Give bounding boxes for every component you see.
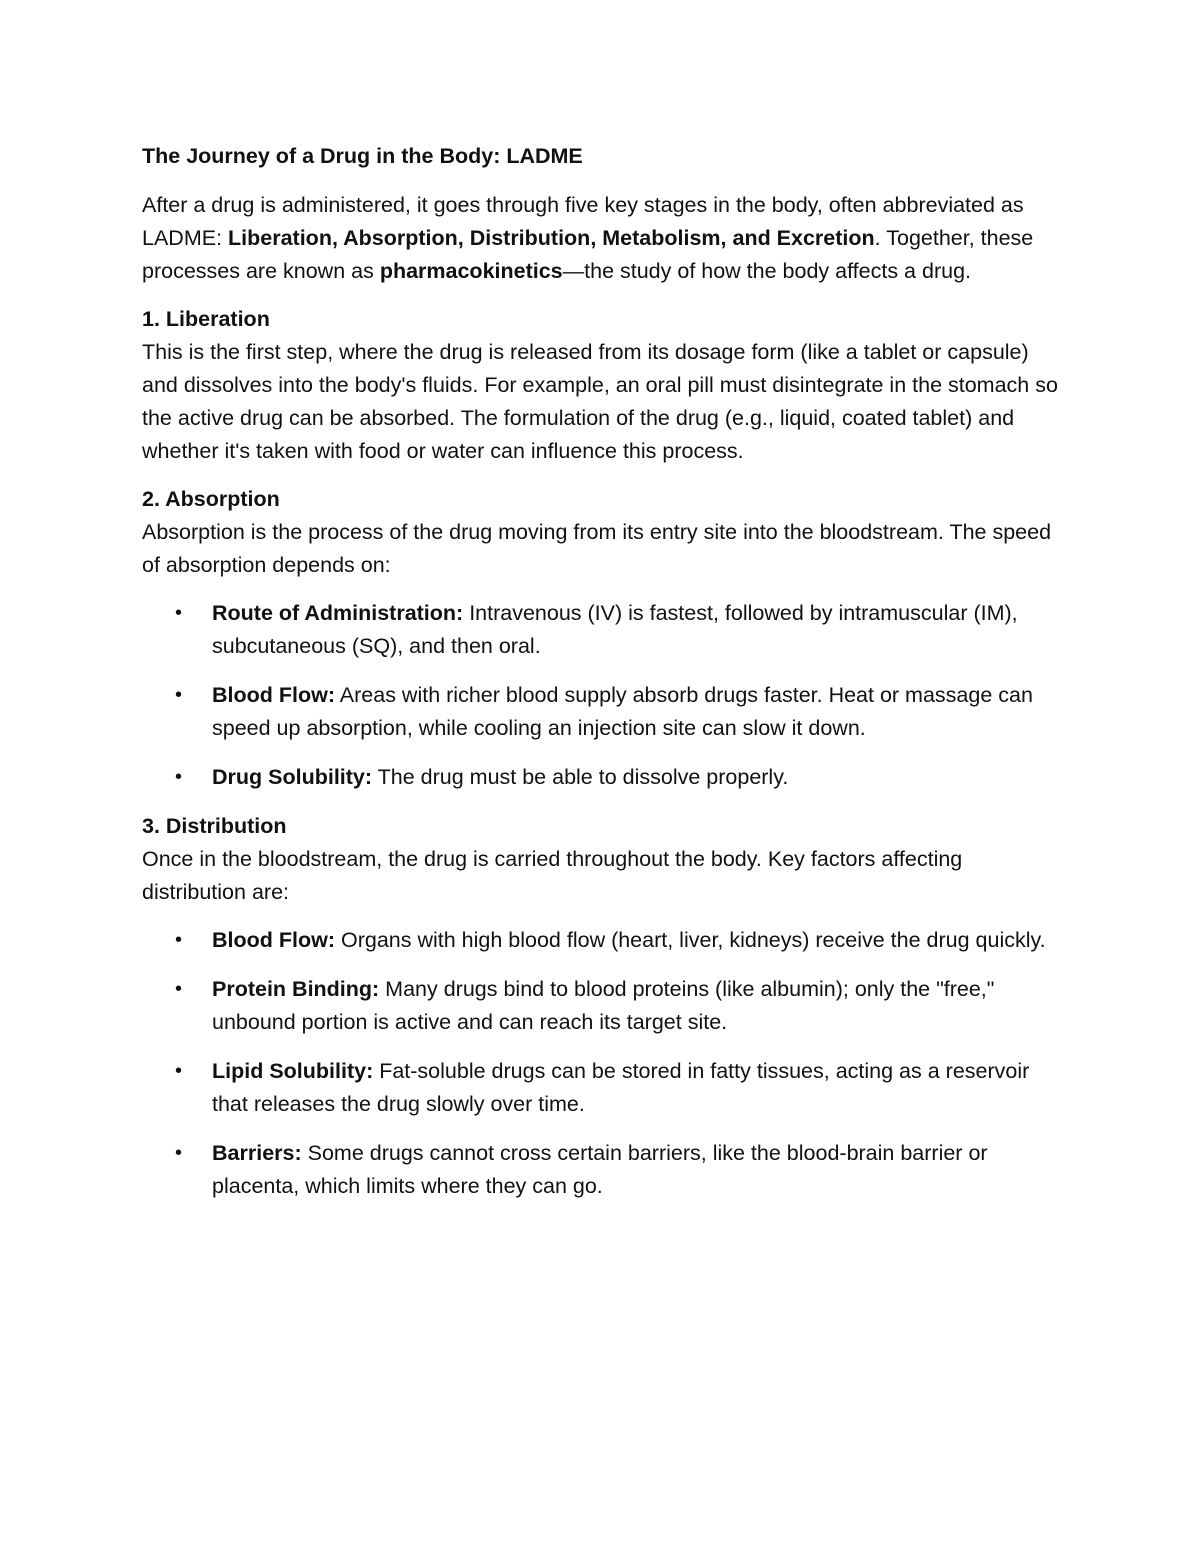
list-item-label: Drug Solubility: [212, 765, 373, 789]
section-liberation [142, 303, 1062, 468]
list-item [142, 679, 1062, 745]
list-item-text: Some drugs cannot cross certain barriers, like the blood-brain barrier or placenta, which limits where they can go. [212, 1141, 988, 1198]
intro-pharmacokinetics-bold: pharmacokinetics [379, 259, 563, 283]
list-item-label: Barriers: [212, 1141, 302, 1165]
list-item-text: The drug must be able to dissolve properly. [372, 765, 789, 789]
section-heading: 3. Distribution [142, 814, 287, 838]
absorption-factor-list [142, 597, 1062, 794]
section-body: This is the first step, where the drug is released from its dosage form (like a tablet or capsule) and dissolves into the body's fluids. For example, an oral pill must disintegrate in the stomach so the active drug can be absorbed. The formulation of the drug (e.g., liquid, coated tablet) and whether it's taken with food or water can influence this process. [142, 340, 1058, 463]
bullet-icon: • [175, 766, 183, 788]
section-distribution [142, 810, 1062, 909]
section-heading: 1. Liberation [142, 307, 270, 331]
intro-text-3: —the study of how the body affects a drug. [562, 259, 971, 283]
intro-text-1: After a drug is administered, it goes through five key stages in the body, often abbreviated as LADME: [142, 193, 1024, 250]
list-item [142, 597, 1062, 663]
bullet-icon: • [175, 978, 183, 1000]
list-item-text: Fat-soluble drugs can be stored in fatty tissues, acting as a reservoir that releases the drug slowly over time. [212, 1059, 1030, 1116]
intro-stages-bold: Liberation, Absorption, Distribution, Metabolism, and Excretion [228, 226, 875, 250]
bullet-icon: • [175, 602, 183, 624]
list-item [142, 924, 1062, 957]
list-item [142, 973, 1062, 1039]
list-item-label: Route of Administration: [212, 601, 464, 625]
document-title: The Journey of a Drug in the Body: LADME [142, 144, 583, 168]
list-item-label: Blood Flow: [212, 928, 335, 952]
intro-text-2: . Together, these processes are known as [142, 226, 1034, 283]
section-heading: 2. Absorption [142, 487, 280, 511]
bullet-icon: • [175, 929, 183, 951]
list-item-text: Intravenous (IV) is fastest, followed by intramuscular (IM), subcutaneous (SQ), and then oral. [212, 601, 1018, 658]
bullet-icon: • [175, 1060, 183, 1082]
distribution-factor-list [142, 924, 1062, 1203]
list-item [142, 1055, 1062, 1121]
list-item-text: Areas with richer blood supply absorb drugs faster. Heat or massage can speed up absorption, while cooling an injection site can slow it down. [212, 683, 1033, 740]
list-item-label: Lipid Solubility: [212, 1059, 374, 1083]
bullet-icon: • [175, 684, 183, 706]
list-item-label: Protein Binding: [212, 977, 380, 1001]
section-body: Once in the bloodstream, the drug is carried throughout the body. Key factors affecting distribution are: [142, 847, 963, 904]
list-item [142, 1137, 1062, 1203]
section-absorption [142, 483, 1062, 582]
section-body: Absorption is the process of the drug moving from its entry site into the bloodstream. The speed of absorption depends on: [142, 520, 1052, 577]
intro-paragraph [142, 189, 1062, 288]
document-page [142, 138, 1062, 1219]
bullet-icon: • [175, 1142, 183, 1164]
list-item-text: Organs with high blood flow (heart, liver, kidneys) receive the drug quickly. [335, 928, 1046, 952]
list-item-text: Many drugs bind to blood proteins (like albumin); only the "free," unbound portion is active and can reach its target site. [212, 977, 995, 1034]
list-item [142, 761, 1062, 794]
list-item-label: Blood Flow: [212, 683, 335, 707]
